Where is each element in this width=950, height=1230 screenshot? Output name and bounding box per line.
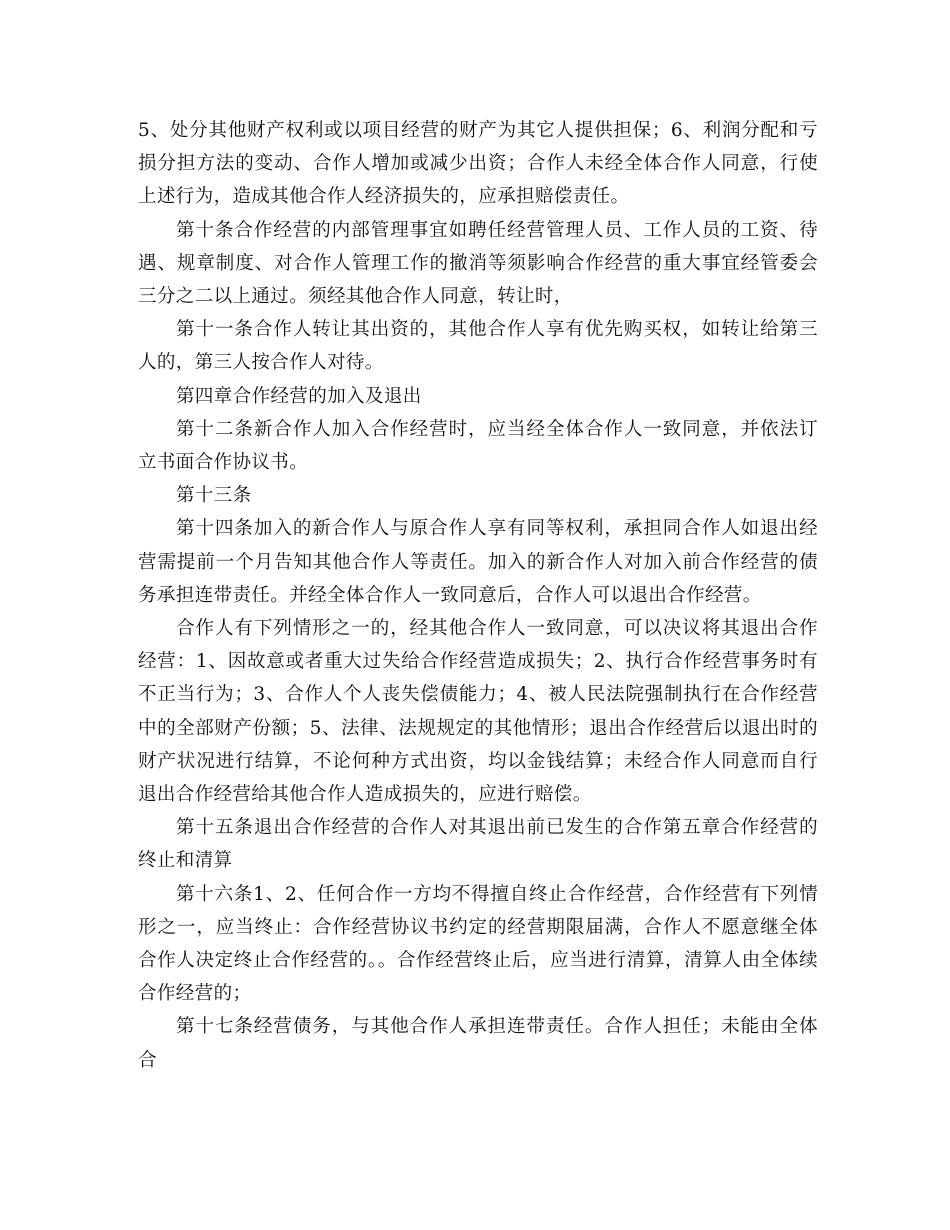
paragraph-article-17: 第十七条经营债务，与其他合作人承担连带责任。合作人担任；未能由全体合 [138, 1016, 818, 1071]
paragraph-article-12: 第十二条新合作人加入合作经营时，应当经全体合作人一致同意，并依法订立书面合作协议书。 [138, 418, 818, 474]
paragraph-article-16: 第十六条1、2、任何合作一方均不得擅自终止合作经营，合作经营有下列情形之一，应当终止：合作经营协议书约定的经营期限届满，合作人不愿意继全体合作人决定终止合作经营的。。合作经营终止后，应当进行清算，清算人由全体续合作经营的； [138, 883, 818, 1005]
document-body [138, 114, 818, 1077]
paragraph-article-9-continued: 5、处分其他财产权利或以项目经营的财产为其它人提供担保；6、利润分配和亏损分担方法的变动、合作人增加或减少出资；合作人未经全体合作人同意，行使上述行为，造成其他合作人经济损失的，应承担赔偿责任。 [138, 120, 818, 208]
paragraph-article-14: 第十四条加入的新合作人与原合作人享有同等权利，承担同合作人如退出经营需提前一个月告知其他合作人等责任。加入的新合作人对加入前合作经营的债务承担连带责任。并经全体合作人一致同意后，合作人可以退出合作经营。 [138, 518, 818, 606]
paragraph-article-15: 第十五条退出合作经营的合作人对其退出前已发生的合作第五章合作经营的终止和清算 [138, 817, 818, 872]
paragraph-article-10: 第十条合作经营的内部管理事宜如聘任经营管理人员、工作人员的工资、待遇、规章制度、对合作人管理工作的撤消等须影响合作经营的重大事宜经管委会三分之二以上通过。须经其他合作人同意，转让时， [138, 219, 818, 308]
paragraph-article-13: 第十三条 [176, 485, 252, 507]
chapter-4-heading: 第四章合作经营的加入及退出 [176, 385, 422, 407]
paragraph-withdrawal-conditions: 合作人有下列情形之一的，经其他合作人一致同意，可以决议将其退出合作经营：1、因故意或者重大过失给合作经营造成损失；2、执行合作经营事务时有不正当行为；3、合作人个人丧失偿债能力；4、被人民法院强制执行在合作经营中的全部财产份额；5、法律、法规规定的其他情形；退出合作经营后以退出时的财产状况进行结算，不论何种方式出资，均以金钱结算；未经合作人同意而自行退出合作经营给其他合作人造成损失的，应进行赔偿。 [138, 618, 818, 806]
paragraph-article-11: 第十一条合作人转让其出资的，其他合作人享有优先购买权，如转让给第三人的，第三人按合作人对待。 [138, 319, 818, 374]
